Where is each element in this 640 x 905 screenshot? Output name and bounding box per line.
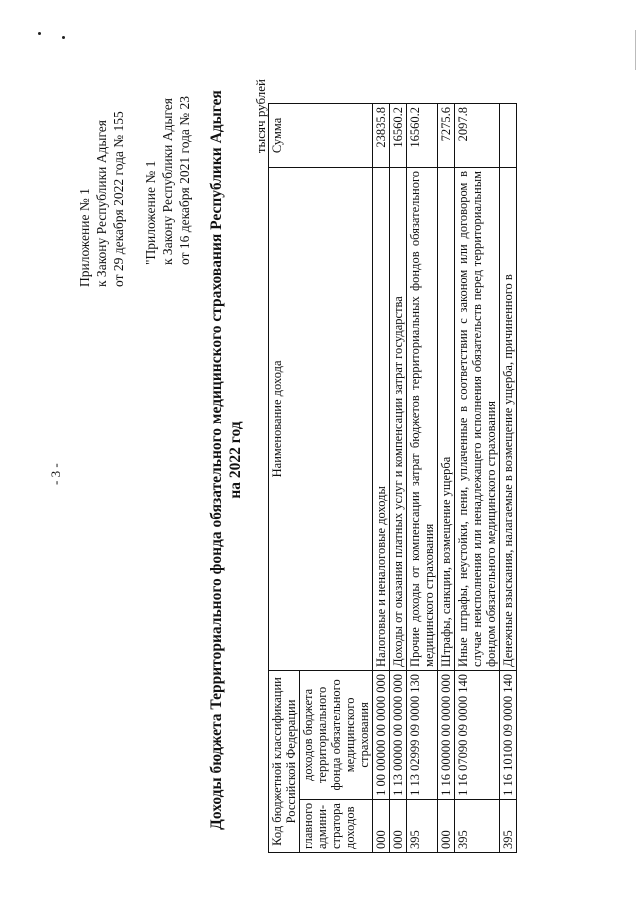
appendix-current-line1: Приложение № 1 [77,188,92,287]
cell-admin: 000 [438,799,455,852]
cell-admin: 395 [500,799,517,852]
title-line2: на 2022 год [227,421,244,499]
cell-name: Денежные взыскания, налагаемые в возмещение ущерба, причиненного в [500,167,517,670]
table-row [373,103,390,852]
cell-sum: 16560.2 [407,103,438,167]
appendix-previous-line3: от 16 декабря 2021 года № 23 [177,95,192,265]
document-title [207,75,245,845]
table-row [438,103,455,852]
page-number: - 3 - [48,463,63,485]
header-sum: Сумма [269,103,373,167]
cell-code: 1 16 00000 00 0000 000 [438,670,455,799]
table-row [455,103,500,852]
header-kbk: Код бюджетной классификации Российской Федерации [269,670,300,852]
cell-sum [500,103,517,167]
table-row [500,103,517,852]
appendix-current [76,111,127,287]
cell-sum: 7275.6 [438,103,455,167]
cell-name: Доходы от оказания платных услуг и компенсации затрат государства [390,167,407,670]
cell-sum: 2097.8 [455,103,500,167]
cell-admin: 395 [407,799,438,852]
cell-code: 1 16 07090 09 0000 140 [455,670,500,799]
cell-name: Прочие доходы от компенсации затрат бюджетов территориальных фондов обязательного медицинского страхования [407,167,438,670]
table-row [390,103,407,852]
header-name: Наименование дохода [269,167,373,670]
appendix-previous-line1: "Приложение № 1 [143,160,158,265]
cell-name: Иные штрафы, неустойки, пени, уплаченные в соответствии с законом или договором в случае неисполнения или ненадлежащего исполнения обязательств перед территориальным фондом обязательного медицинского страхования [455,167,500,670]
appendix-current-line2: к Закону Республики Адыгея [94,119,109,287]
cell-admin: 395 [455,799,500,852]
header-income-code: доходов бюджета территориального фонда обязательного медицинского страхования [300,670,373,799]
appendix-previous [142,96,193,265]
cell-name: Налоговые и неналоговые доходы [373,167,390,670]
cell-code: 1 13 02999 09 0000 130 [407,670,438,799]
income-table [268,103,517,853]
cell-code: 1 16 10100 09 0000 140 [500,670,517,799]
unit-label: тысяч рублей [253,79,268,154]
cell-code: 1 00 00000 00 0000 000 [373,670,390,799]
cell-admin: 000 [373,799,390,852]
table-row [407,103,438,852]
appendix-current-line3: от 29 декабря 2022 года № 155 [111,111,126,287]
cell-name: Штрафы, санкции, возмещение ущерба [438,167,455,670]
title-line1: Доходы бюджета Территориального фонда обязательного медицинского страхования Республики Адыгея [208,90,225,830]
cell-sum: 23835.8 [373,103,390,167]
cell-code: 1 13 00000 00 0000 000 [390,670,407,799]
cell-admin: 000 [390,799,407,852]
header-admin: главного админи-стратора доходов [300,799,373,852]
cell-sum: 16560.2 [390,103,407,167]
appendix-previous-line2: к Закону Республики Адыгея [160,97,175,265]
table-header-row [269,103,300,852]
